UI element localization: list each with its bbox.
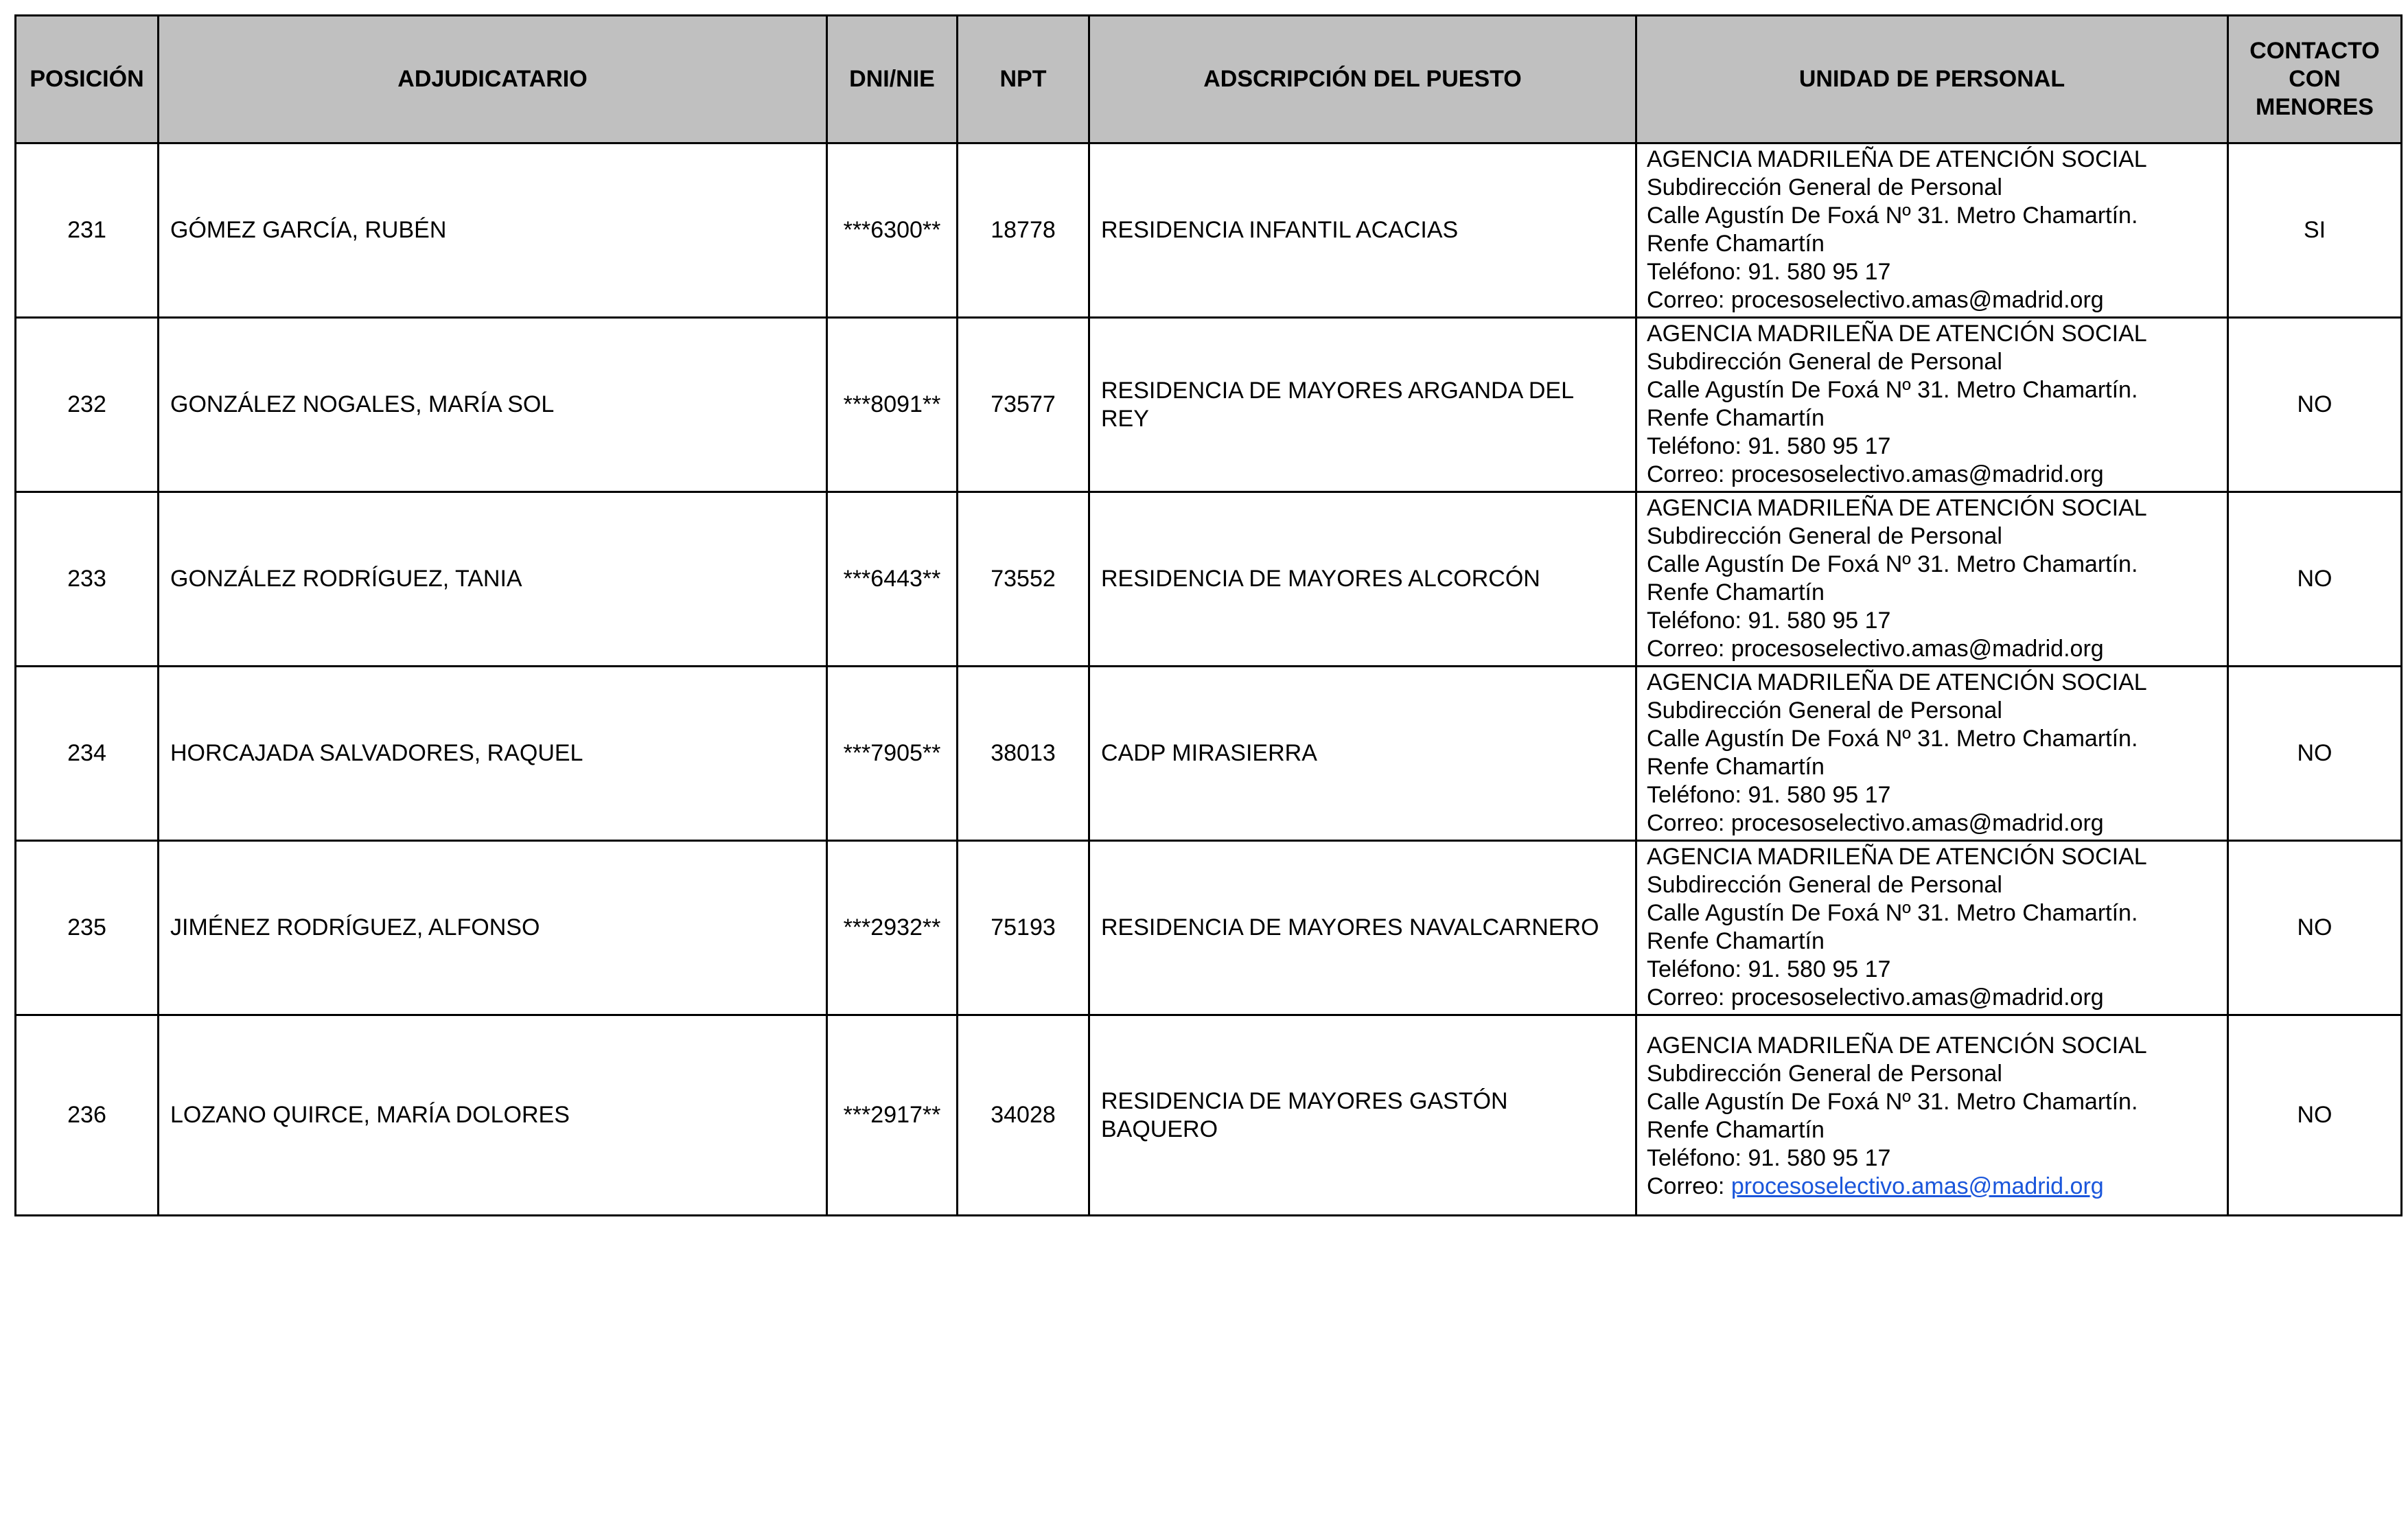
unit-address: Calle Agustín De Foxá Nº 31. Metro Chamartín.	[1647, 203, 2138, 229]
cell-adjudicatario: HORCAJADA SALVADORES, RAQUEL	[159, 667, 827, 841]
unit-transport: Renfe Chamartín	[1647, 231, 1825, 257]
cell-contacto: NO	[2228, 318, 2402, 492]
unit-subdirectorate: Subdirección General de Personal	[1647, 174, 2002, 200]
header-row	[16, 16, 2402, 143]
cell-contacto: NO	[2228, 667, 2402, 841]
cell-posicion: 235	[16, 841, 159, 1015]
cell-adjudicatario: GÓMEZ GARCÍA, RUBÉN	[159, 143, 827, 318]
unit-address: Calle Agustín De Foxá Nº 31. Metro Chamartín.	[1647, 726, 2138, 752]
cell-contacto: NO	[2228, 492, 2402, 667]
table-row	[16, 143, 2402, 318]
cell-adscripcion: RESIDENCIA INFANTIL ACACIAS	[1089, 143, 1636, 318]
cell-npt: 34028	[958, 1015, 1089, 1216]
unit-agency: AGENCIA MADRILEÑA DE ATENCIÓN SOCIAL	[1647, 1032, 2147, 1059]
unit-email-label: Correo:	[1647, 984, 1731, 1011]
unit-email-label: Correo:	[1647, 1173, 1731, 1199]
unit-email: procesoselectivo.amas@madrid.org	[1730, 636, 2104, 662]
unit-phone: Teléfono: 91. 580 95 17	[1647, 956, 1891, 982]
unit-subdirectorate: Subdirección General de Personal	[1647, 523, 2002, 549]
unit-email-label: Correo:	[1647, 287, 1731, 313]
table-row	[16, 841, 2402, 1015]
unit-phone: Teléfono: 91. 580 95 17	[1647, 259, 1891, 285]
assignment-table	[14, 14, 2403, 1216]
cell-posicion: 232	[16, 318, 159, 492]
header-unidad	[1636, 16, 2228, 143]
header-unidad-label: UNIDAD DE PERSONAL	[1798, 66, 2065, 92]
cell-posicion: 234	[16, 667, 159, 841]
unit-address: Calle Agustín De Foxá Nº 31. Metro Chamartín.	[1647, 551, 2138, 577]
cell-adjudicatario: GONZÁLEZ RODRÍGUEZ, TANIA	[159, 492, 827, 667]
cell-adjudicatario: GONZÁLEZ NOGALES, MARÍA SOL	[159, 318, 827, 492]
unit-transport: Renfe Chamartín	[1647, 579, 1825, 605]
cell-posicion: 236	[16, 1015, 159, 1216]
cell-unidad	[1636, 841, 2228, 1015]
unit-phone: Teléfono: 91. 580 95 17	[1647, 608, 1891, 634]
header-npt	[958, 16, 1089, 143]
unit-subdirectorate: Subdirección General de Personal	[1647, 697, 2002, 724]
header-adscripcion-label: ADSCRIPCIÓN DEL PUESTO	[1203, 66, 1522, 92]
cell-contacto: NO	[2228, 1015, 2402, 1216]
header-adscripcion	[1089, 16, 1636, 143]
table-row	[16, 1015, 2402, 1216]
unit-agency: AGENCIA MADRILEÑA DE ATENCIÓN SOCIAL	[1647, 321, 2147, 347]
unit-email-line	[1647, 461, 2221, 489]
unit-subdirectorate: Subdirección General de Personal	[1647, 1060, 2002, 1087]
cell-unidad	[1636, 667, 2228, 841]
cell-npt: 75193	[958, 841, 1089, 1015]
unit-email-line	[1647, 809, 2221, 838]
cell-contacto: NO	[2228, 841, 2402, 1015]
unit-email: procesoselectivo.amas@madrid.org	[1730, 287, 2104, 313]
unit-address: Calle Agustín De Foxá Nº 31. Metro Chamartín.	[1647, 1088, 2138, 1115]
table-row	[16, 667, 2402, 841]
unit-email-label: Correo:	[1647, 636, 1731, 662]
unit-transport: Renfe Chamartín	[1647, 1116, 1825, 1143]
unit-transport: Renfe Chamartín	[1647, 405, 1825, 431]
cell-adscripcion: RESIDENCIA DE MAYORES NAVALCARNERO	[1089, 841, 1636, 1015]
cell-npt: 38013	[958, 667, 1089, 841]
cell-adjudicatario: LOZANO QUIRCE, MARÍA DOLORES	[159, 1015, 827, 1216]
cell-unidad	[1636, 492, 2228, 667]
cell-unidad	[1636, 143, 2228, 318]
cell-dni: ***6300**	[827, 143, 958, 318]
unit-email-link[interactable]: procesoselectivo.amas@madrid.org	[1730, 1173, 2104, 1199]
cell-posicion: 233	[16, 492, 159, 667]
unit-phone: Teléfono: 91. 580 95 17	[1647, 1144, 1891, 1171]
cell-contacto: SI	[2228, 143, 2402, 318]
cell-adjudicatario: JIMÉNEZ RODRÍGUEZ, ALFONSO	[159, 841, 827, 1015]
unit-email-label: Correo:	[1647, 461, 1731, 487]
unit-transport: Renfe Chamartín	[1647, 928, 1825, 954]
unit-phone: Teléfono: 91. 580 95 17	[1647, 782, 1891, 808]
header-dni-label: DNI/NIE	[849, 66, 935, 92]
header-dni	[827, 16, 958, 143]
header-posicion	[16, 16, 159, 143]
header-adjudicatario	[159, 16, 827, 143]
unit-subdirectorate: Subdirección General de Personal	[1647, 349, 2002, 375]
header-posicion-label: POSICIÓN	[30, 66, 144, 92]
cell-npt: 73552	[958, 492, 1089, 667]
cell-adscripcion: RESIDENCIA DE MAYORES ALCORCÓN	[1089, 492, 1636, 667]
unit-email: procesoselectivo.amas@madrid.org	[1730, 461, 2104, 487]
unit-phone: Teléfono: 91. 580 95 17	[1647, 433, 1891, 459]
cell-adscripcion: RESIDENCIA DE MAYORES GASTÓN BAQUERO	[1089, 1015, 1636, 1216]
cell-dni: ***7905**	[827, 667, 958, 841]
cell-posicion: 231	[16, 143, 159, 318]
header-contacto-label: CONTACTO CON MENORES	[2249, 38, 2380, 120]
unit-email-line	[1647, 286, 2221, 314]
cell-unidad	[1636, 1015, 2228, 1216]
unit-agency: AGENCIA MADRILEÑA DE ATENCIÓN SOCIAL	[1647, 146, 2147, 172]
cell-adscripcion: CADP MIRASIERRA	[1089, 667, 1636, 841]
unit-email-line	[1647, 635, 2221, 663]
unit-email-line	[1647, 984, 2221, 1012]
cell-dni: ***2932**	[827, 841, 958, 1015]
unit-address: Calle Agustín De Foxá Nº 31. Metro Chamartín.	[1647, 900, 2138, 926]
cell-dni: ***6443**	[827, 492, 958, 667]
cell-adscripcion: RESIDENCIA DE MAYORES ARGANDA DEL REY	[1089, 318, 1636, 492]
unit-transport: Renfe Chamartín	[1647, 754, 1825, 780]
table-row	[16, 492, 2402, 667]
cell-dni: ***2917**	[827, 1015, 958, 1216]
unit-subdirectorate: Subdirección General de Personal	[1647, 872, 2002, 898]
unit-address: Calle Agustín De Foxá Nº 31. Metro Chamartín.	[1647, 377, 2138, 403]
cell-dni: ***8091**	[827, 318, 958, 492]
table-row	[16, 318, 2402, 492]
unit-email: procesoselectivo.amas@madrid.org	[1730, 984, 2104, 1011]
cell-npt: 73577	[958, 318, 1089, 492]
unit-agency: AGENCIA MADRILEÑA DE ATENCIÓN SOCIAL	[1647, 495, 2147, 521]
cell-npt: 18778	[958, 143, 1089, 318]
header-npt-label: NPT	[999, 66, 1047, 92]
unit-email: procesoselectivo.amas@madrid.org	[1730, 810, 2104, 836]
unit-email-label: Correo:	[1647, 810, 1731, 836]
unit-agency: AGENCIA MADRILEÑA DE ATENCIÓN SOCIAL	[1647, 844, 2147, 870]
header-contacto	[2228, 16, 2402, 143]
unit-agency: AGENCIA MADRILEÑA DE ATENCIÓN SOCIAL	[1647, 669, 2147, 695]
header-adjudicatario-label: ADJUDICATARIO	[397, 66, 588, 92]
cell-unidad	[1636, 318, 2228, 492]
unit-email-line	[1647, 1173, 2221, 1201]
